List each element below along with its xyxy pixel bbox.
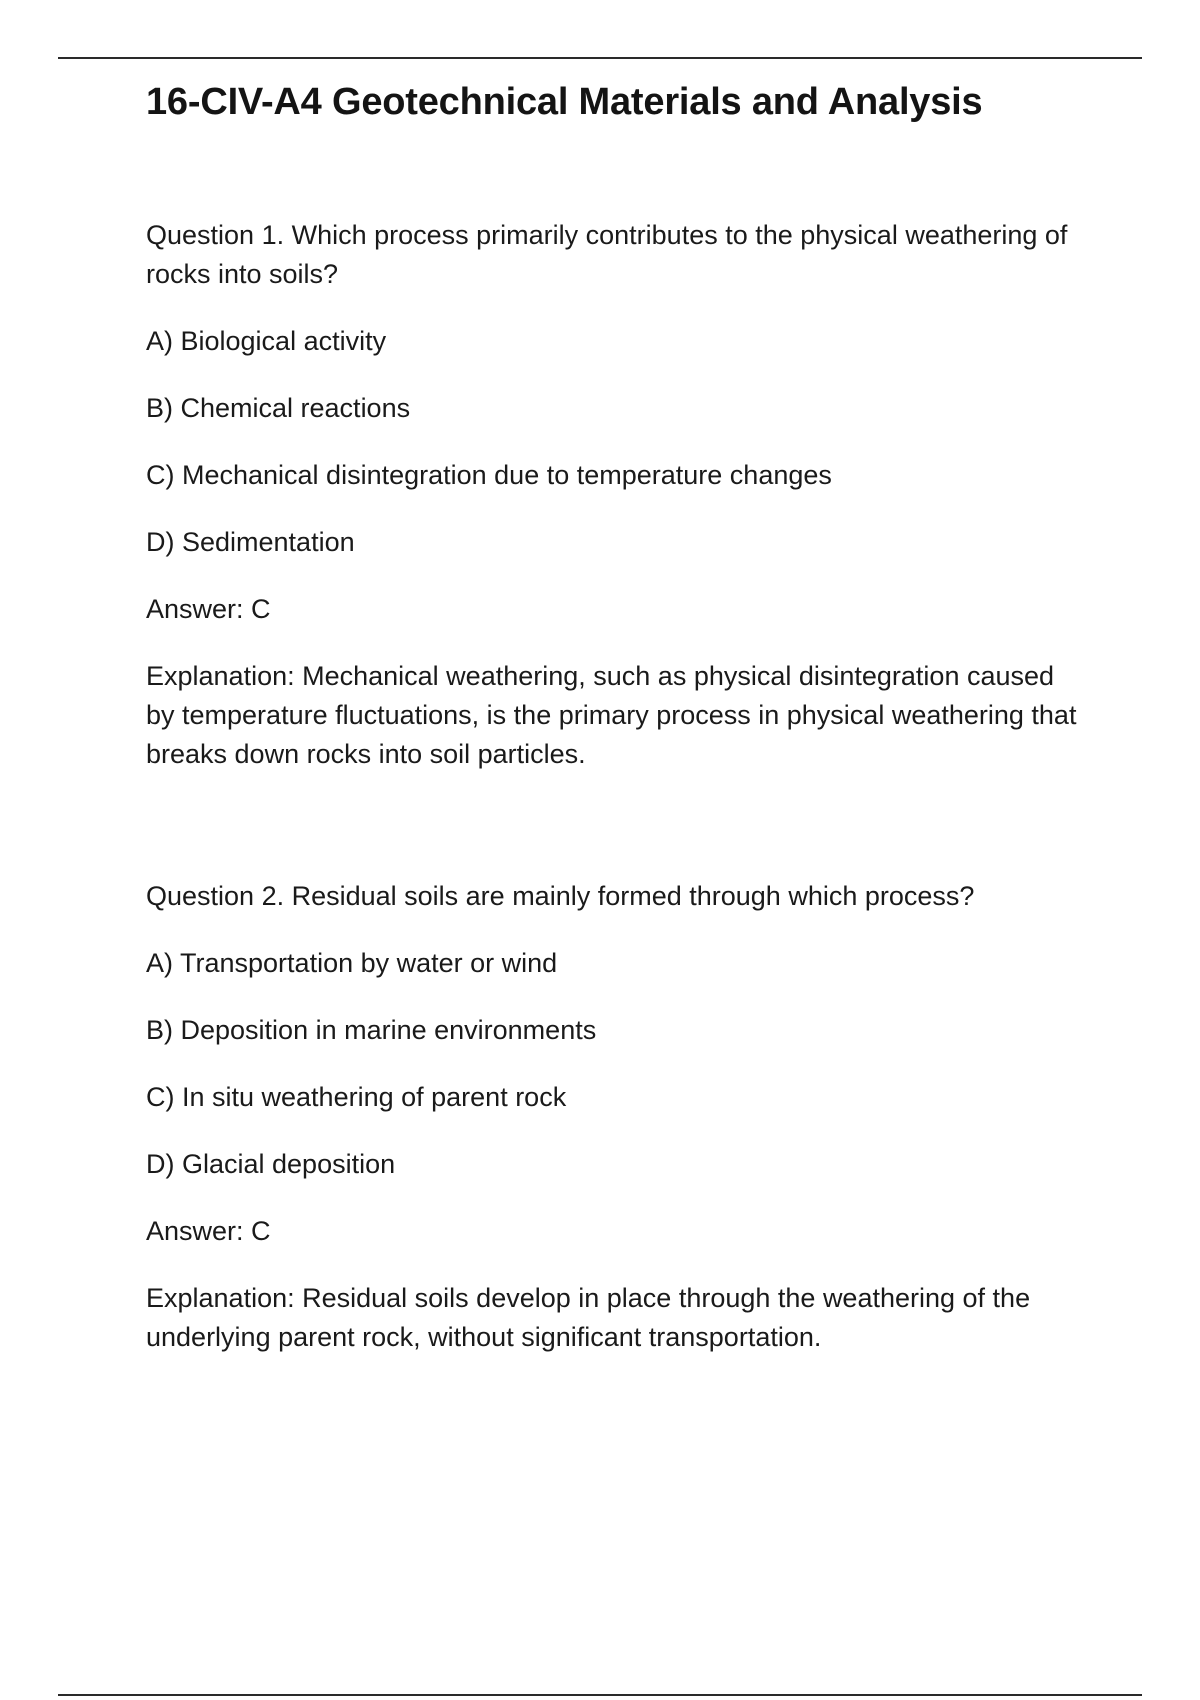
option-c: C) In situ weathering of parent rock (146, 1082, 567, 1112)
question-text: Question 2. Residual soils are mainly formed through which process? (146, 881, 975, 911)
option-a: A) Transportation by water or wind (146, 948, 558, 978)
question-text: Question 1. Which process primarily contributes to the physical weathering of rocks into soils? (146, 220, 1068, 289)
option-d: D) Sedimentation (146, 527, 355, 557)
answer-line: Answer: C (146, 594, 271, 624)
bottom-rule (58, 1694, 1142, 1696)
option-d: D) Glacial deposition (146, 1149, 396, 1179)
document-page (146, 76, 1086, 1357)
question-block-2 (146, 877, 1086, 1357)
option-c: C) Mechanical disintegration due to temperature changes (146, 460, 832, 490)
answer-line: Answer: C (146, 1216, 271, 1246)
explanation-text: Explanation: Mechanical weathering, such as physical disintegration caused by temperature fluctuations, is the primary process in physical weathering that breaks down rocks into soil particles. (146, 661, 1077, 769)
document-title: 16-CIV-A4 Geotechnical Materials and Analysis (146, 81, 983, 123)
explanation-text: Explanation: Residual soils develop in place through the weathering of the underlying parent rock, without significant transportation. (146, 1283, 1031, 1352)
option-a: A) Biological activity (146, 326, 387, 356)
option-b: B) Chemical reactions (146, 393, 411, 423)
option-b: B) Deposition in marine environments (146, 1015, 597, 1045)
top-rule (58, 57, 1142, 59)
question-block-1 (146, 216, 1086, 774)
